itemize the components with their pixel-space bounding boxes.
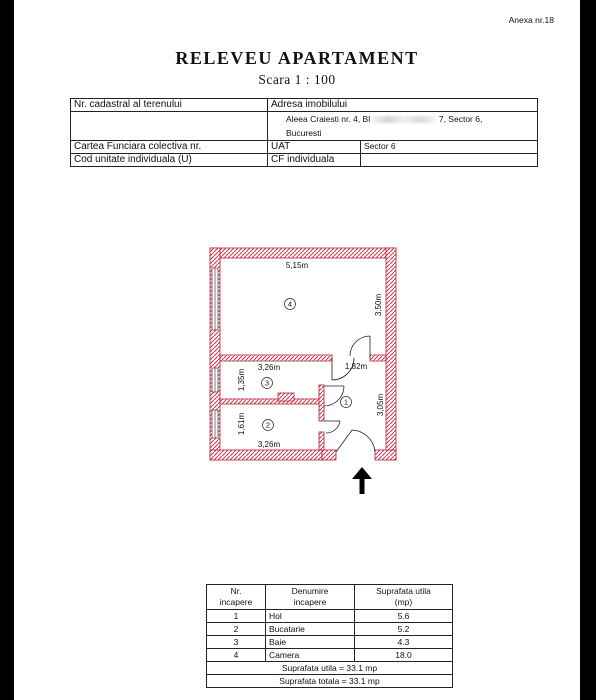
row-nr: 4	[207, 649, 266, 662]
dim-room3-height: 1,35m	[237, 368, 246, 392]
adresa-line1b: 7, Sector 6,	[438, 114, 483, 124]
dim-room3-width: 3,26m	[257, 363, 281, 372]
total-total: Suprafata totala = 33.1 mp	[207, 675, 453, 688]
row-nr: 2	[207, 623, 266, 636]
adresa-line1a: Aleea Craiesti nr. 4, Bl	[286, 114, 371, 124]
table-row	[207, 610, 453, 623]
total-util: Suprafata utila = 33.1 mp	[207, 662, 453, 675]
room2-number: 2	[265, 420, 271, 430]
adresa-line2: Bucuresti	[286, 128, 322, 138]
row-nr: 3	[207, 636, 266, 649]
dim-room2-width: 3,26m	[257, 440, 281, 449]
uat-value: Sector 6	[361, 141, 538, 154]
cod-label: Cod unitate individuala (U)	[71, 154, 268, 167]
room1-number: 1	[343, 397, 349, 407]
row-area: 18.0	[355, 649, 453, 662]
entrance-arrow-icon	[352, 467, 372, 494]
uat-label: UAT	[268, 141, 361, 154]
row-area: 5.2	[355, 623, 453, 636]
rooms-table	[206, 584, 453, 688]
row-name: Bucatarie	[266, 623, 355, 636]
row-name: Hol	[266, 610, 355, 623]
row-nr: 1	[207, 610, 266, 623]
document-title: RELEVEU APARTAMENT	[175, 48, 419, 68]
room3-number: 3	[264, 378, 270, 388]
nr-cadastral-label: Nr. cadastral al terenului	[71, 99, 268, 112]
row-area: 4.3	[355, 636, 453, 649]
doors	[324, 336, 375, 452]
header-name: Denumire incapere	[266, 585, 355, 610]
row-area: 5.6	[355, 610, 453, 623]
table-row	[207, 649, 453, 662]
adresa-label: Adresa imobilului	[268, 99, 538, 112]
dim-room4-width: 5,15m	[285, 261, 309, 270]
row-name: Camera	[266, 649, 355, 662]
dim-room2-height: 1,61m	[237, 412, 246, 436]
document-sheet	[14, 0, 580, 700]
table-row	[207, 636, 453, 649]
annex-label: Anexa nr.18	[508, 15, 554, 25]
room4-number: 4	[287, 299, 293, 309]
header-nr: Nr. incapere	[207, 585, 266, 610]
cf-label: CF individuala	[268, 154, 361, 167]
carte-label: Cartea Funciara colectiva nr.	[71, 141, 268, 154]
header-area: Suprafata utila (mp)	[355, 585, 453, 610]
dim-hall-width: 1,82m	[344, 362, 368, 371]
table-row	[207, 623, 453, 636]
row-name: Baie	[266, 636, 355, 649]
dim-room4-height: 3,50m	[374, 293, 383, 317]
dim-hall-height: 3,05m	[376, 393, 385, 417]
scale-label: Scara 1 : 100	[258, 72, 336, 87]
